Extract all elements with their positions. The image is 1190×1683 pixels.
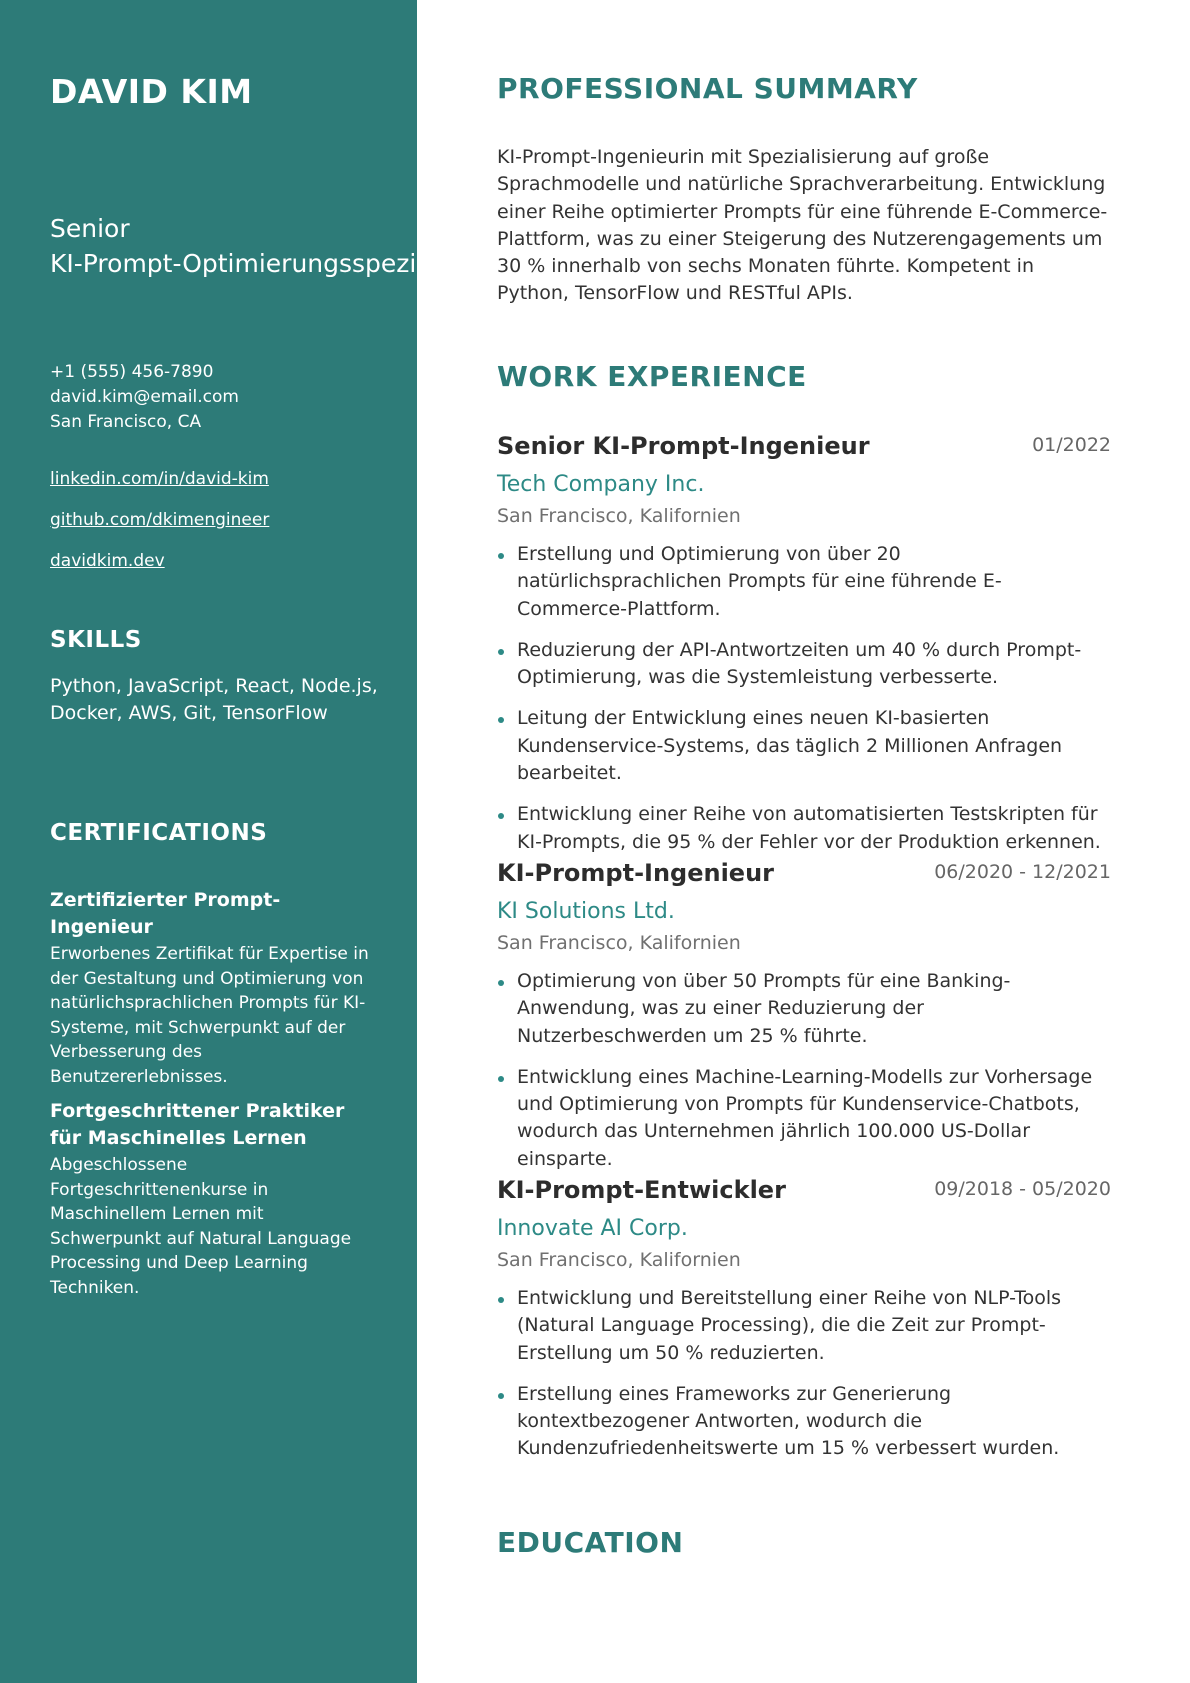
summary-heading: PROFESSIONAL SUMMARY: [497, 72, 918, 105]
role-line-2: KI-Prompt-Optimierungsspezialist: [50, 249, 469, 278]
certifications-heading: CERTIFICATIONS: [50, 820, 268, 846]
job-title: KI-Prompt-Ingenieur: [497, 859, 775, 887]
job-title: KI-Prompt-Entwickler: [497, 1176, 786, 1204]
certification-description: Abgeschlossene Fortgeschrittenenkurse in Maschinellem Lernen mit Schwerpunkt auf Natural Language Processing und Deep Learning Techniken.: [50, 1155, 352, 1298]
company-name: KI Solutions Ltd.: [497, 899, 675, 924]
linkedin-link[interactable]: linkedin.com/in/david-kim: [50, 469, 269, 489]
job-achievements: [497, 1285, 1111, 1463]
contact-location: San Francisco, CA: [50, 412, 202, 432]
job-dates: 01/2022: [1032, 434, 1111, 456]
github-link[interactable]: github.com/dkimengineer: [50, 510, 270, 530]
certification-item: [50, 887, 380, 1089]
phone-number: +1 (555) 456-7890: [50, 362, 214, 382]
education-heading: EDUCATION: [497, 1526, 684, 1559]
certification-title: Zertifizierter Prompt-Ingenieur: [50, 889, 281, 938]
certification-description: Erworbenes Zertifikat für Expertise in der Gestaltung und Optimierung von natürlichsprachlichen Prompts für KI-Systeme, mit Schwerpunkt auf der Verbesserung des Benutzererlebnisses.: [50, 944, 369, 1087]
skills-heading: SKILLS: [50, 627, 142, 653]
achievement-item: Optimierung von über 50 Prompts für eine Banking-Anwendung, was zu einer Reduzierung der Nutzerbeschwerden um 25 % führte.: [497, 968, 1111, 1050]
achievement-item: Entwicklung und Bereitstellung einer Reihe von NLP-Tools (Natural Language Processing), die die Zeit zur Prompt-Erstellung um 50 % reduzierten.: [497, 1285, 1111, 1367]
job-dates: 09/2018 - 05/2020: [934, 1178, 1111, 1200]
job-header: [497, 859, 1111, 895]
job-achievements: [497, 968, 1111, 1173]
job-title: Senior KI-Prompt-Ingenieur: [497, 432, 870, 460]
contact-block: [50, 360, 239, 435]
company-name: Tech Company Inc.: [497, 472, 705, 497]
job-header: [497, 432, 1111, 468]
summary-text: KI-Prompt-Ingenieurin mit Spezialisierung auf große Sprachmodelle und natürliche Sprachverarbeitung. Entwicklung einer Reihe optimierter Prompts für eine führende E-Commerce-Plattform, was zu einer Steigerung des Nutzerengagements um 30 % innerhalb von sechs Monaten führte. Kompetent in Python, TensorFlow und RESTful APIs.: [497, 146, 1108, 305]
job-header: [497, 1176, 1111, 1212]
job-location: San Francisco, Kalifornien: [497, 932, 741, 954]
website-link[interactable]: davidkim.dev: [50, 551, 165, 571]
achievement-item: Reduzierung der API-Antwortzeiten um 40 % durch Prompt-Optimierung, was die Systemleistung verbesserte.: [497, 637, 1111, 692]
email-address: david.kim@email.com: [50, 387, 239, 407]
job-entry: [497, 859, 1111, 1187]
achievement-item: Leitung der Entwicklung eines neuen KI-basierten Kundenservice-Systems, das täglich 2 Millionen Anfragen bearbeitet.: [497, 705, 1111, 787]
achievement-item: Entwicklung eines Machine-Learning-Modells zur Vorhersage und Optimierung von Prompts für Kundenservice-Chatbots, wodurch das Unternehmen jährlich 100.000 US-Dollar einsparte.: [497, 1064, 1111, 1173]
experience-heading: WORK EXPERIENCE: [497, 360, 807, 393]
profile-links: [50, 469, 269, 592]
job-location: San Francisco, Kalifornien: [497, 1249, 741, 1271]
skills-list: Python, JavaScript, React, Node.js, Docker, AWS, Git, TensorFlow: [50, 675, 378, 724]
candidate-role: [50, 211, 468, 281]
job-entry: [497, 432, 1111, 870]
sidebar: [0, 0, 469, 1683]
job-entry: [497, 1176, 1111, 1477]
job-dates: 06/2020 - 12/2021: [934, 861, 1111, 883]
certification-title: Fortgeschrittener Praktiker für Maschinelles Lernen: [50, 1100, 345, 1149]
achievement-item: Erstellung eines Frameworks zur Generierung kontextbezogener Antworten, wodurch die Kundenzufriedenheitswerte um 15 % verbessert wurden.: [497, 1381, 1111, 1463]
candidate-name: DAVID KIM: [50, 72, 253, 111]
achievement-item: Erstellung und Optimierung von über 20 natürlichsprachlichen Prompts für eine führende E-Commerce-Plattform.: [497, 541, 1111, 623]
job-achievements: [497, 541, 1111, 856]
certification-item: [50, 1098, 380, 1300]
company-name: Innovate AI Corp.: [497, 1216, 688, 1241]
role-line-1: Senior: [50, 214, 130, 243]
achievement-item: Entwicklung einer Reihe von automatisierten Testskripten für KI-Prompts, die 95 % der Fehler vor der Produktion erkennen.: [497, 801, 1111, 856]
job-location: San Francisco, Kalifornien: [497, 505, 741, 527]
